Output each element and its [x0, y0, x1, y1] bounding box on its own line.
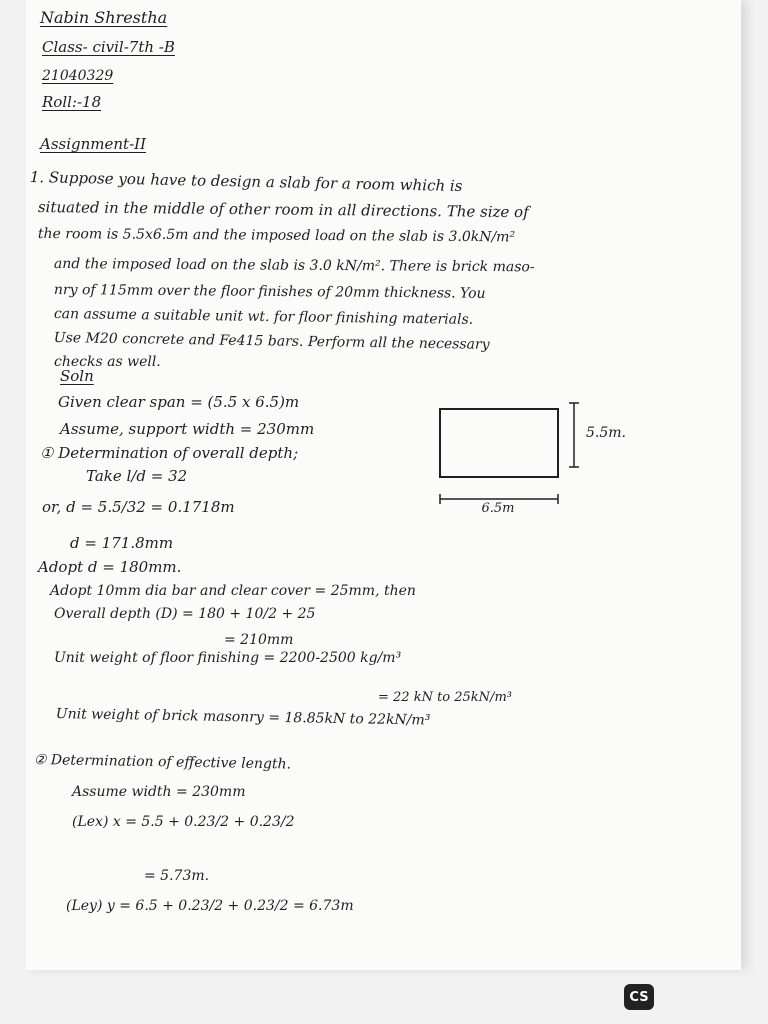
assignment-title: Assignment-II	[40, 135, 146, 153]
solution-heading: Soln	[60, 367, 94, 385]
student-name: Nabin Shrestha	[40, 8, 168, 27]
student-id: 21040329	[42, 68, 114, 84]
solution-line: or, d = 5.5/32 = 0.1718m	[42, 498, 235, 516]
room-sketch	[436, 395, 676, 520]
solution-line: Overall depth (D) = 180 + 10/2 + 25	[54, 606, 316, 622]
notebook-page	[26, 0, 741, 970]
solution-line: Adopt 10mm dia bar and clear cover = 25mm, then	[50, 583, 416, 599]
question-line: can assume a suitable unit wt. for floor finishing materials.	[53, 306, 474, 328]
room-rectangle	[440, 409, 558, 477]
question-line: checks as well.	[54, 354, 161, 370]
solution-line: Adopt d = 180mm.	[38, 558, 182, 576]
question-line: situated in the middle of other room in all directions. The size of	[37, 198, 529, 222]
solution-line: Given clear span = (5.5 x 6.5)m	[58, 393, 300, 411]
question-line: and the imposed load on the slab is 3.0 kN/m². There is brick maso-	[53, 256, 535, 276]
solution-line: Unit weight of floor finishing = 2200-2500 kg/m³	[54, 650, 402, 666]
solution-line: = 210mm	[224, 632, 294, 648]
solution-line: (Lex) x = 5.5 + 0.23/2 + 0.23/2	[72, 814, 295, 830]
solution-line: ① Determination of overall depth;	[40, 444, 299, 462]
solution-line: ② Determination of effective length.	[33, 752, 292, 773]
solution-line: Assume width = 230mm	[72, 784, 246, 800]
question-line: 1. Suppose you have to design a slab for a room which is	[29, 168, 463, 196]
width-label: 6.5m	[481, 501, 515, 516]
question-line: Use M20 concrete and Fe415 bars. Perform all the necessary	[53, 330, 490, 353]
question-line: the room is 5.5x6.5m and the imposed load on the slab is 3.0kN/m²	[37, 226, 516, 246]
solution-line: = 22 kN to 25kN/m³	[378, 690, 512, 705]
solution-line: = 5.73m.	[144, 868, 210, 884]
student-class: Class- civil-7th -B	[42, 38, 175, 56]
camscanner-logo: CS	[624, 984, 654, 1010]
student-roll: Roll:-18	[42, 93, 102, 111]
solution-line: Unit weight of brick masonry = 18.85kN to 22kN/m³	[55, 706, 431, 729]
question-line: nry of 115mm over the floor finishes of 20mm thickness. You	[53, 282, 486, 302]
solution-line: Take l/d = 32	[86, 467, 188, 485]
solution-line: Assume, support width = 230mm	[60, 420, 315, 438]
solution-line: d = 171.8mm	[70, 534, 174, 552]
solution-line: (Ley) y = 6.5 + 0.23/2 + 0.23/2 = 6.73m	[66, 898, 354, 914]
height-label: 5.5m.	[586, 425, 626, 441]
